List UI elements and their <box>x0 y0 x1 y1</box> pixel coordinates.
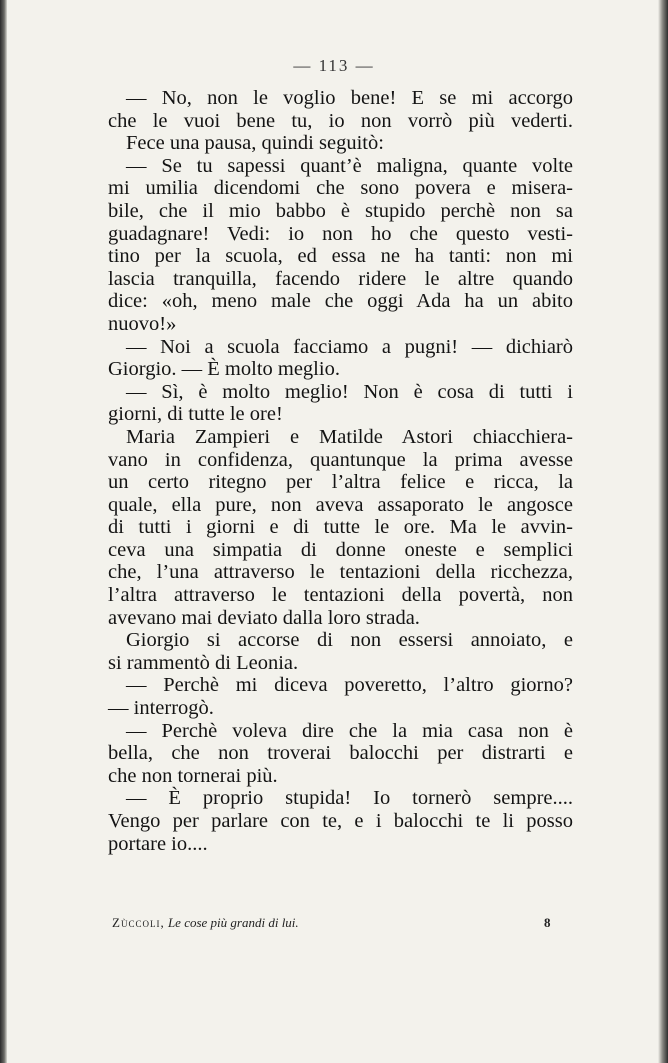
footer-book-title: Le cose più grandi di lui. <box>167 915 299 930</box>
text-line: l’altra attraverso le tentazioni della povertà, non <box>108 584 573 607</box>
text-line: Giorgio si accorse di non essersi annoiato, e <box>126 629 573 652</box>
text-line: giorni, di tutte le ore! <box>108 403 283 426</box>
text-line: — Perchè mi diceva poveretto, l’altro giorno? <box>126 674 573 697</box>
body-text <box>108 87 573 855</box>
text-line: — Perchè voleva dire che la mia casa non è <box>126 719 573 742</box>
text-line: avevano mai deviato dalla loro strada. <box>108 606 420 629</box>
text-line: di tutti i giorni e di tutte le ore. Ma le avvin- <box>108 516 573 539</box>
text-line: nuovo!» <box>108 312 177 335</box>
text-line: si rammentò di Leonia. <box>108 651 299 674</box>
text-line: bella, che non troverai balocchi per distrarti e <box>108 742 573 765</box>
text-line: lascia tranquilla, facendo ridere le altre quando <box>108 267 573 290</box>
text-line: che, l’una attraverso le tentazioni della ricchezza, <box>108 561 573 584</box>
text-line: ceva una simpatia di donne oneste e semplici <box>108 538 573 561</box>
running-footer <box>112 915 552 931</box>
text-line: guadagnare! Vedi: io non ho che questo vesti- <box>108 222 573 245</box>
text-line: dice: «oh, meno male che oggi Ada ha un abito <box>108 290 573 313</box>
text-line: — Noi a scuola facciamo a pugni! — dichiarò <box>126 335 573 358</box>
text-line: tino per la scuola, ed essa ne ha tanti: non mi <box>108 245 573 268</box>
text-line: Vengo per parlare con te, e i balocchi te li posso <box>108 810 573 832</box>
page-number: — 113 — <box>293 56 375 75</box>
footer-author: Zùccoli, <box>112 915 165 930</box>
text-line: un certo ritegno per l’altra felice e ricca, la <box>108 471 573 494</box>
page-right-edge <box>658 0 668 1063</box>
text-line: che le vuoi bene tu, io non vorrò più vederti. <box>108 109 573 132</box>
signature-mark: 8 <box>544 915 551 930</box>
text-line: che non tornerai più. <box>108 764 278 787</box>
text-line: bile, che il mio babbo è stupido perchè non sa <box>108 199 573 222</box>
text-line: vano in confidenza, quantunque la prima avesse <box>108 448 573 471</box>
text-line: Fece una pausa, quindi seguitò: <box>126 132 384 155</box>
text-line: — No, non le voglio bene! E se mi accorgo <box>126 87 573 109</box>
text-line: — È proprio stupida! Io tornerò sempre.... <box>126 787 573 810</box>
text-line: portare io.... <box>108 832 208 855</box>
text-line: Maria Zampieri e Matilde Astori chiacchiera- <box>126 425 573 448</box>
page-binding-edge <box>0 0 7 1063</box>
text-line: — interrogò. <box>108 697 214 720</box>
text-line: Giorgio. — È molto meglio. <box>108 358 340 381</box>
text-line: mi umilia dicendomi che sono povera e misera- <box>108 177 573 200</box>
text-line: — Se tu sapessi quant’è maligna, quante volte <box>126 154 573 177</box>
text-line: — Sì, è molto meglio! Non è cosa di tutti i <box>126 380 573 403</box>
text-line: quale, ella pure, non aveva assaporato le angosce <box>108 493 573 516</box>
